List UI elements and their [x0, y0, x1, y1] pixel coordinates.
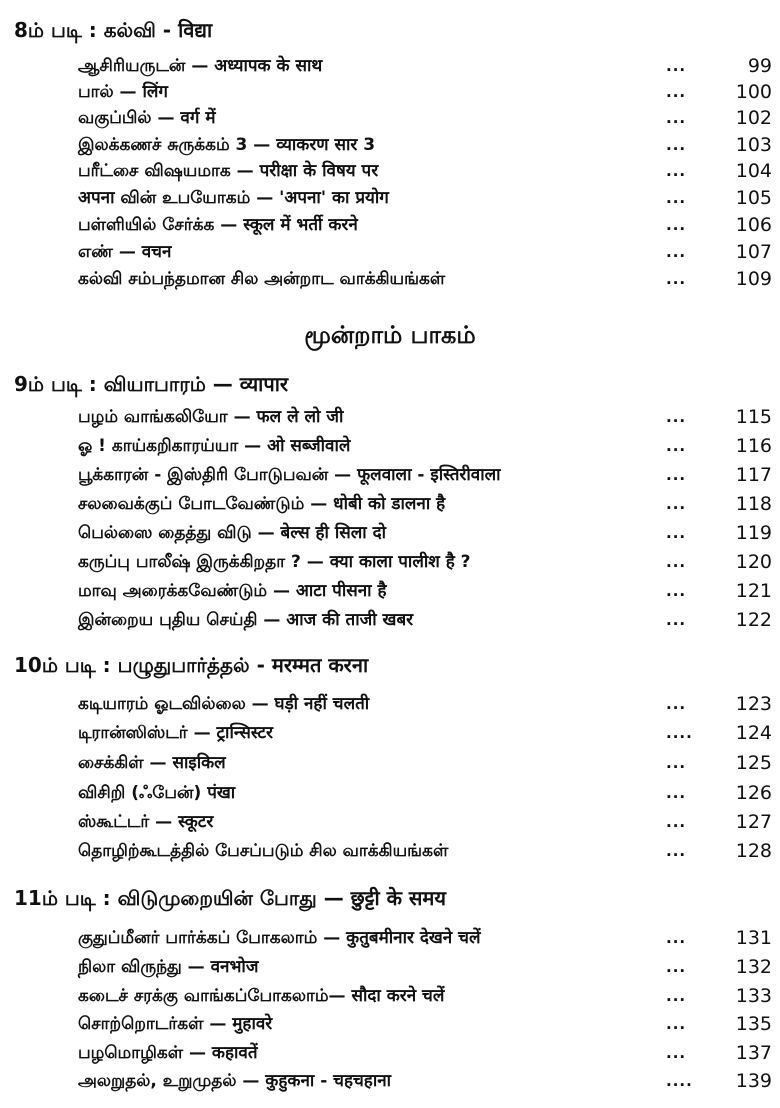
page-number: 100 — [735, 81, 772, 103]
leader-dots: ... — [666, 495, 687, 513]
leader-dots: ... — [666, 611, 687, 629]
entry-title: எண் — वचन — [78, 242, 172, 262]
entry-title: வகுப்பில் — वर्ग में — [78, 108, 216, 128]
page-number: 122 — [735, 609, 772, 631]
list-item — [78, 462, 772, 488]
list-item — [78, 549, 772, 575]
page-number: 104 — [735, 160, 772, 182]
leader-dots: ... — [666, 695, 687, 713]
list-item — [78, 53, 772, 79]
entry-title: இன்றைய புதிய செய்தி — आज की ताजी खबर — [78, 610, 414, 630]
page-number: 124 — [735, 722, 772, 744]
entry-title: சொற்றொடர்கள் — मुहावरे — [78, 1014, 273, 1034]
entry-title: சைக்கிள் — साइकिल — [78, 753, 226, 773]
entry-title: நிலா விருந்து — वनभोज — [78, 957, 259, 977]
entry-title: தொழிற்கூடத்தில் பேசப்படும் சில வாக்கியங்கள் — [78, 841, 449, 861]
page-number: 105 — [735, 187, 772, 209]
leader-dots: ... — [666, 270, 687, 288]
page-number: 128 — [735, 840, 772, 862]
entry-title: மாவு அரைக்கவேண்டும் — आटा पीसना है — [78, 581, 387, 601]
entry-title: ஓ ! காய்கறிகாரய்யா — ओ सब्जीवाले — [78, 436, 351, 456]
entry-title: கடியாரம் ஓடவில்லை — घड़ी नहीं चलती — [78, 694, 370, 714]
leader-dots: ... — [666, 189, 687, 207]
page-number: 126 — [735, 782, 772, 804]
list-item — [78, 79, 772, 105]
entry-title: பூக்காரன் - இஸ்திரி போடுபவன் — फूलवाला - इस्तिरीवाला — [78, 465, 501, 485]
page-number: 131 — [735, 927, 772, 949]
leader-dots: ... — [666, 1044, 687, 1062]
leader-dots: ... — [666, 784, 687, 802]
leader-dots: ... — [666, 136, 687, 154]
entry-title: அலறுதல், உறுமுதல் — कुहुकना - चहचहाना — [78, 1071, 392, 1091]
list-item — [78, 720, 772, 746]
leader-dots: ... — [666, 553, 687, 571]
list-item — [78, 838, 772, 864]
entry-title: ஆசிரியருடன் — अध्यापक के साथ — [78, 56, 323, 76]
leader-dots: ... — [666, 109, 687, 127]
leader-dots: ... — [666, 408, 687, 426]
list-item — [78, 491, 772, 517]
page-number: 137 — [735, 1042, 772, 1064]
entry-title: குதுப்மீனர் பார்க்கப் போகலாம் — कुतुबमीनार देखने चलें — [78, 928, 481, 948]
page-number: 135 — [735, 1013, 772, 1035]
list-item — [78, 607, 772, 633]
list-item — [78, 954, 772, 980]
list-item — [78, 780, 772, 806]
list-item — [78, 212, 772, 238]
page-number: 125 — [735, 752, 772, 774]
leader-dots: ... — [666, 813, 687, 831]
list-item — [78, 750, 772, 776]
chapter-heading-11: 11ம் படி : விடுமுறையின் போது — छुट्टी के समय — [14, 886, 446, 910]
page-number: 109 — [735, 268, 772, 290]
page-number: 116 — [735, 435, 772, 457]
leader-dots: ... — [666, 1015, 687, 1033]
page-number: 121 — [735, 580, 772, 602]
leader-dots: ... — [666, 243, 687, 261]
page-number: 102 — [735, 107, 772, 129]
chapter-heading-8: 8ம் படி : கல்வி - विद्या — [14, 18, 213, 42]
leader-dots: .... — [666, 1072, 693, 1090]
leader-dots: ... — [666, 437, 687, 455]
chapter-heading-10: 10ம் படி : பழுதுபார்த்தல் - मरम्मत करना — [14, 653, 369, 677]
chapter-heading-9: 9ம் படி : வியாபாரம் — व्यापार — [14, 372, 289, 396]
page-number: 117 — [735, 464, 772, 486]
page-number: 139 — [735, 1070, 772, 1092]
list-item — [78, 105, 772, 131]
page-number: 133 — [735, 985, 772, 1007]
list-item — [78, 1040, 772, 1066]
page-number: 106 — [735, 214, 772, 236]
entry-title: கடைச் சரக்கு வாங்கப்போகலாம்— सौदा करने चलें — [78, 986, 445, 1006]
entry-title: பரீட்சை விஷயமாக — परीक्षा के विषय पर — [78, 161, 379, 181]
page-number: 119 — [735, 522, 772, 544]
entry-title: பால் — लिंग — [78, 82, 168, 102]
leader-dots: ... — [666, 524, 687, 542]
list-item — [78, 1011, 772, 1037]
leader-dots: ... — [666, 754, 687, 772]
list-item — [78, 1068, 772, 1094]
leader-dots: ... — [666, 57, 687, 75]
page-number: 120 — [735, 551, 772, 573]
list-item — [78, 266, 772, 292]
entry-title: பழமொழிகள் — कहावतें — [78, 1043, 258, 1063]
list-item — [78, 691, 772, 717]
leader-dots: ... — [666, 929, 687, 947]
page-number: 123 — [735, 693, 772, 715]
page-number: 99 — [747, 55, 772, 77]
leader-dots: ... — [666, 958, 687, 976]
entry-title: பெல்ஸை தைத்து விடு — बेल्स ही सिला दो — [78, 523, 387, 543]
leader-dots: ... — [666, 466, 687, 484]
entry-title: விசிறி (ஃபேன்) पंखा — [78, 783, 236, 803]
list-item — [78, 132, 772, 158]
entry-title: अपना வின் உபயோகம் — 'अपना' का प्रयोग — [78, 188, 389, 208]
list-item — [78, 404, 772, 430]
entry-title: கருப்பு பாலீஷ் இருக்கிறதா ? — क्या काला पालीश है ? — [78, 552, 471, 572]
list-item — [78, 578, 772, 604]
leader-dots: ... — [666, 162, 687, 180]
leader-dots: .... — [666, 724, 693, 742]
part-heading: மூன்றாம் பாகம் — [304, 321, 476, 349]
leader-dots: ... — [666, 987, 687, 1005]
entry-title: கல்வி சம்பந்தமான சில அன்றாட வாக்கியங்கள் — [78, 269, 446, 289]
page-number: 127 — [735, 811, 772, 833]
list-item — [78, 185, 772, 211]
entry-title: சலவைக்குப் போடவேண்டும் — धोबी को डालना है — [78, 494, 446, 514]
page-number: 132 — [735, 956, 772, 978]
entry-title: பழம் வாங்கலியோ — फल ले लो जी — [78, 407, 344, 427]
entry-title: பள்ளியில் சேர்க்க — स्कूल में भर्ती करने — [78, 215, 358, 235]
list-item — [78, 983, 772, 1009]
leader-dots: ... — [666, 842, 687, 860]
list-item — [78, 158, 772, 184]
leader-dots: ... — [666, 83, 687, 101]
list-item — [78, 520, 772, 546]
list-item — [78, 239, 772, 265]
entry-title: டிரான்ஸிஸ்டர் — ट्रान्सिस्टर — [78, 723, 273, 743]
list-item — [78, 809, 772, 835]
entry-title: இலக்கணச் சுருக்கம் 3 — व्याकरण सार 3 — [78, 135, 376, 155]
entry-title: ஸ்கூட்டர் — स्कूटर — [78, 812, 214, 832]
list-item — [78, 925, 772, 951]
page-number: 118 — [735, 493, 772, 515]
leader-dots: ... — [666, 216, 687, 234]
list-item — [78, 433, 772, 459]
page-number: 103 — [735, 134, 772, 156]
leader-dots: ... — [666, 582, 687, 600]
page-number: 115 — [735, 406, 772, 428]
page-number: 107 — [735, 241, 772, 263]
